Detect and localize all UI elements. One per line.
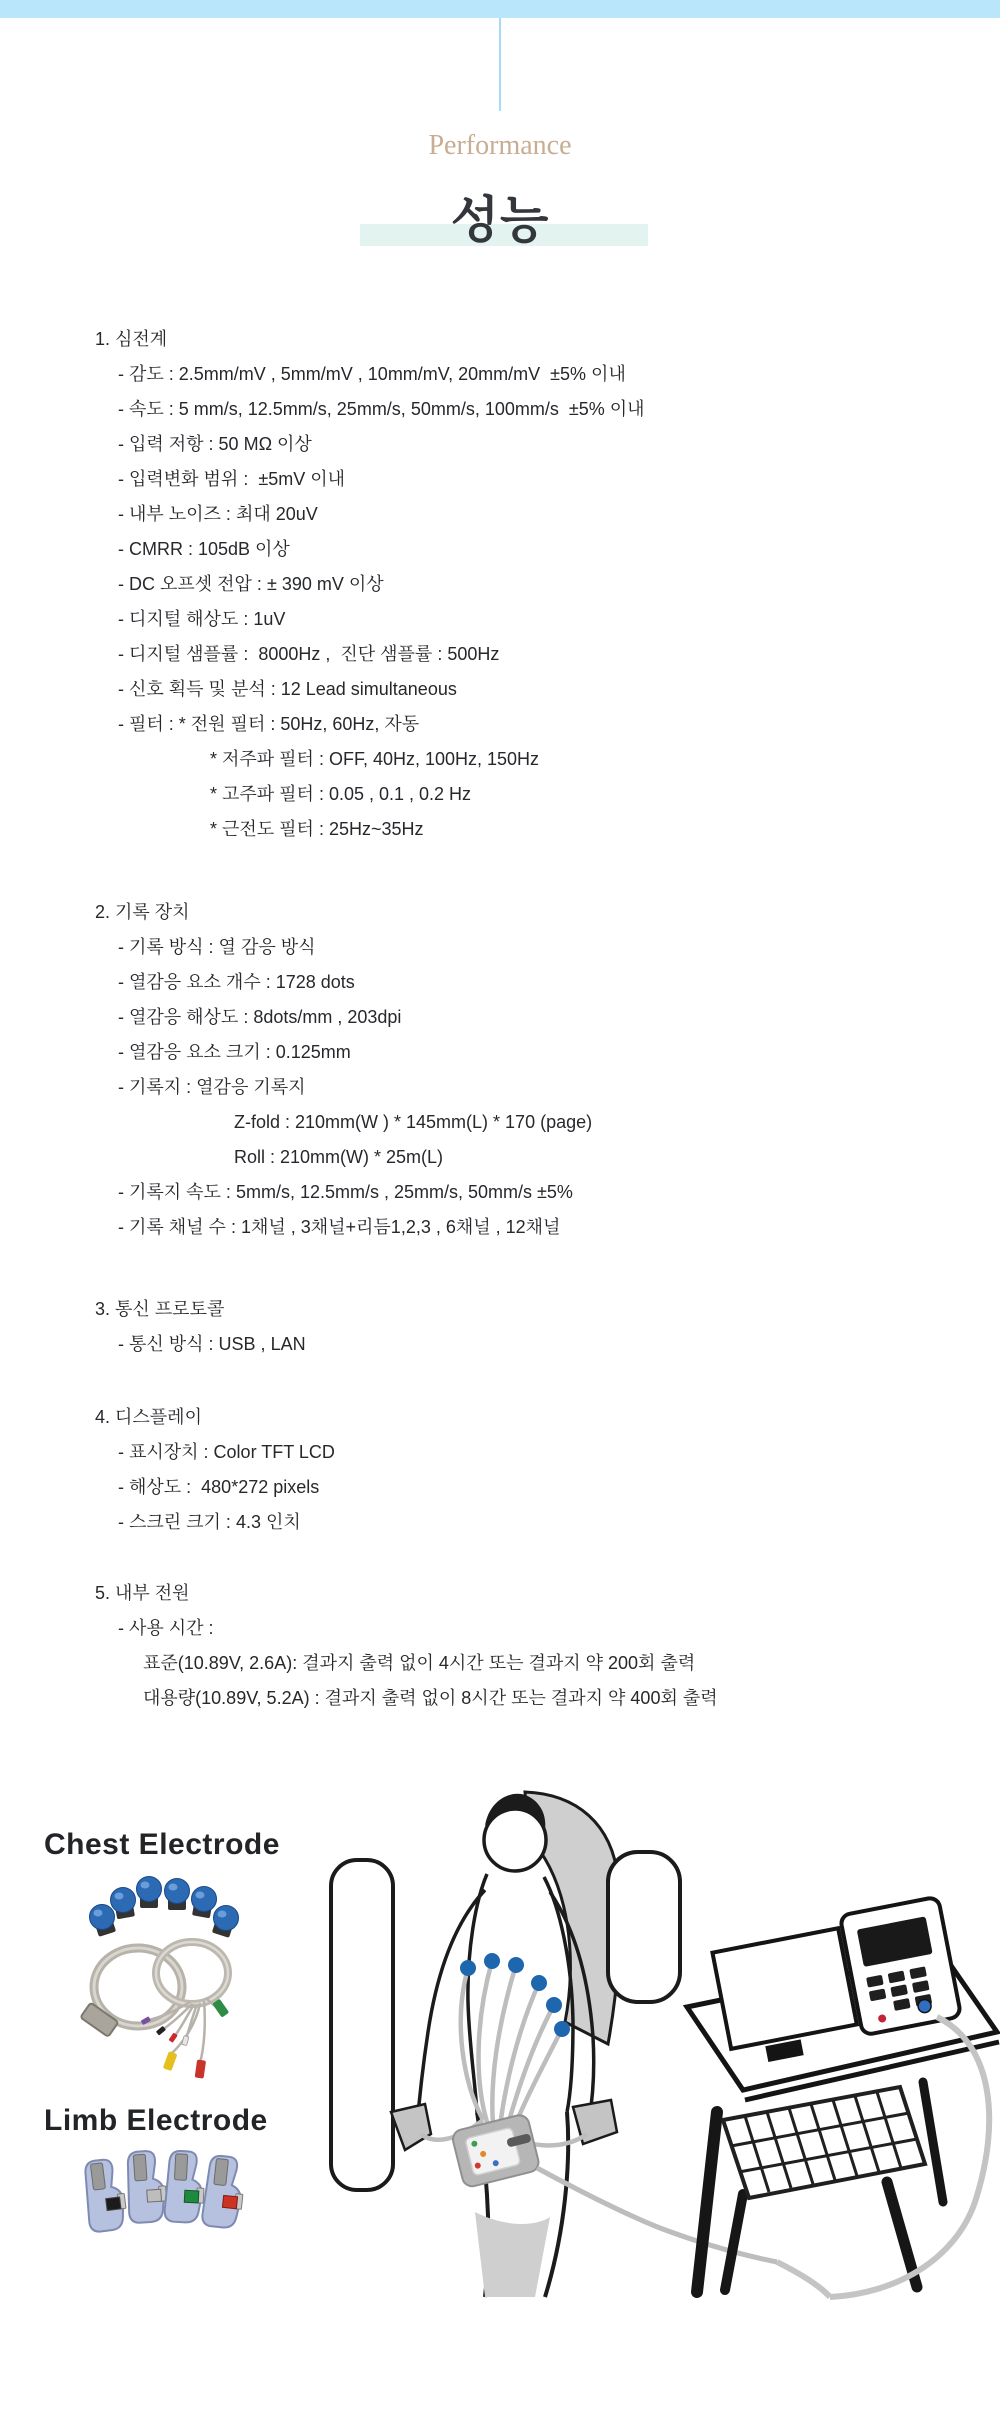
spec-line: - DC 오프셋 전압 : ± 390 mV 이상 [118,574,384,594]
spec-line: - 열감응 해상도 : 8dots/mm , 203dpi [118,1007,402,1027]
spec-line: - 필터 : * 전원 필터 : 50Hz, 60Hz, 자동 [118,714,420,734]
spec-line: - 통신 방식 : USB , LAN [118,1334,306,1354]
spec-line: * 저주파 필터 : OFF, 40Hz, 100Hz, 150Hz [210,749,540,769]
spec-line: - 기록지 속도 : 5mm/s, 12.5mm/s , 25mm/s, 50mm/s ±5% [118,1182,573,1202]
spec-line: * 근전도 필터 : 25Hz~35Hz [210,819,424,839]
spec-line: - 디지털 샘플률 : 8000Hz , 진단 샘플률 : 500Hz [118,644,500,664]
spec-line: 표준(10.89V, 2.6A): 결과지 출력 없이 4시간 또는 결과지 약 200회 출력 [143,1653,696,1673]
spec-list [95,322,955,1716]
spec-line: - 디지털 해상도 : 1uV [118,609,286,629]
spec-line: - 내부 노이즈 : 최대 20uV [118,504,318,524]
limb-electrodes-image [70,2140,255,2255]
spec-line: - 기록 방식 : 열 감응 방식 [118,937,316,957]
limb-clip-la [82,2158,128,2233]
spec-line: - 입력변화 범위 : ±5mV 이내 [118,469,345,489]
spec-line: - 기록지 : 열감응 기록지 [118,1077,306,1097]
spec-heading: 3. 통신 프로토콜 [95,1299,225,1319]
spec-line: - 해상도 : 480*272 pixels [118,1477,320,1497]
spec-line: - 표시장치 : Color TFT LCD [118,1442,335,1462]
patient-cable-image [80,1942,229,2079]
chest-electrode-label: Chest Electrode [44,1828,280,1861]
spec-heading: 1. 심전계 [95,329,168,349]
vertical-accent-line [499,18,501,111]
spec-section-ecg [95,322,955,847]
spec-section-power [95,1576,955,1716]
spec-line: - 사용 시간 : [118,1618,214,1638]
spec-heading: 5. 내부 전원 [95,1583,190,1603]
eyebrow-label: Performance [428,130,572,161]
spec-line: - 열감응 요소 개수 : 1728 dots [118,972,355,992]
limb-clip-ll [201,2155,246,2230]
page-title: 성능 [450,192,550,248]
spec-line: - 열감응 요소 크기 : 0.125mm [118,1042,351,1062]
spec-line: - 스크린 크기 : 4.3 인치 [118,1512,301,1532]
spec-line: - 속도 : 5 mm/s, 12.5mm/s, 25mm/s, 50mm/s, 100mm/s ±5% 이내 [118,399,645,419]
limb-clip-ra [125,2150,168,2223]
trunk-cable-junction-box [451,2113,541,2188]
spec-line: * 고주파 필터 : 0.05 , 0.1 , 0.2 Hz [210,784,472,804]
spec-section-communication [95,1292,955,1362]
spec-section-display [95,1400,955,1540]
top-accent-bar [0,0,1000,18]
spec-section-recorder [95,895,955,1245]
spec-line: - 신호 획득 및 분석 : 12 Lead simultaneous [118,679,457,699]
spec-line: - 입력 저항 : 50 MΩ 이상 [118,434,312,454]
electrode-cables [421,1961,587,2145]
limb-electrode-label: Limb Electrode [44,2104,268,2137]
spec-line: - 감도 : 2.5mm/mV , 5mm/mV , 10mm/mV, 20mm/mV ±5% 이내 [118,364,626,384]
patient-ecg-illustration [325,1782,1000,2312]
spec-line: Z-fold : 210mm(W ) * 145mm(L) * 170 (page) [234,1112,593,1132]
chest-electrode-dots [460,1953,570,2037]
spec-line: - CMRR : 105dB 이상 [118,539,290,559]
spec-line: - 기록 채널 수 : 1채널 , 3채널+리듬1,2,3 , 6채널 , 12채널 [118,1217,561,1237]
chest-electrodes-image [70,1860,255,2080]
limb-clip-rl [164,2150,206,2223]
spec-heading: 4. 디스플레이 [95,1407,202,1427]
spec-heading: 2. 기록 장치 [95,902,190,922]
cart-basket [723,2087,925,2198]
chest-suction-electrodes [90,1877,239,1938]
spec-line: Roll : 210mm(W) * 25m(L) [234,1147,444,1167]
spec-line: 대용량(10.89V, 5.2A) : 결과지 출력 없이 8시간 또는 결과지 약 400회 출력 [143,1688,718,1708]
